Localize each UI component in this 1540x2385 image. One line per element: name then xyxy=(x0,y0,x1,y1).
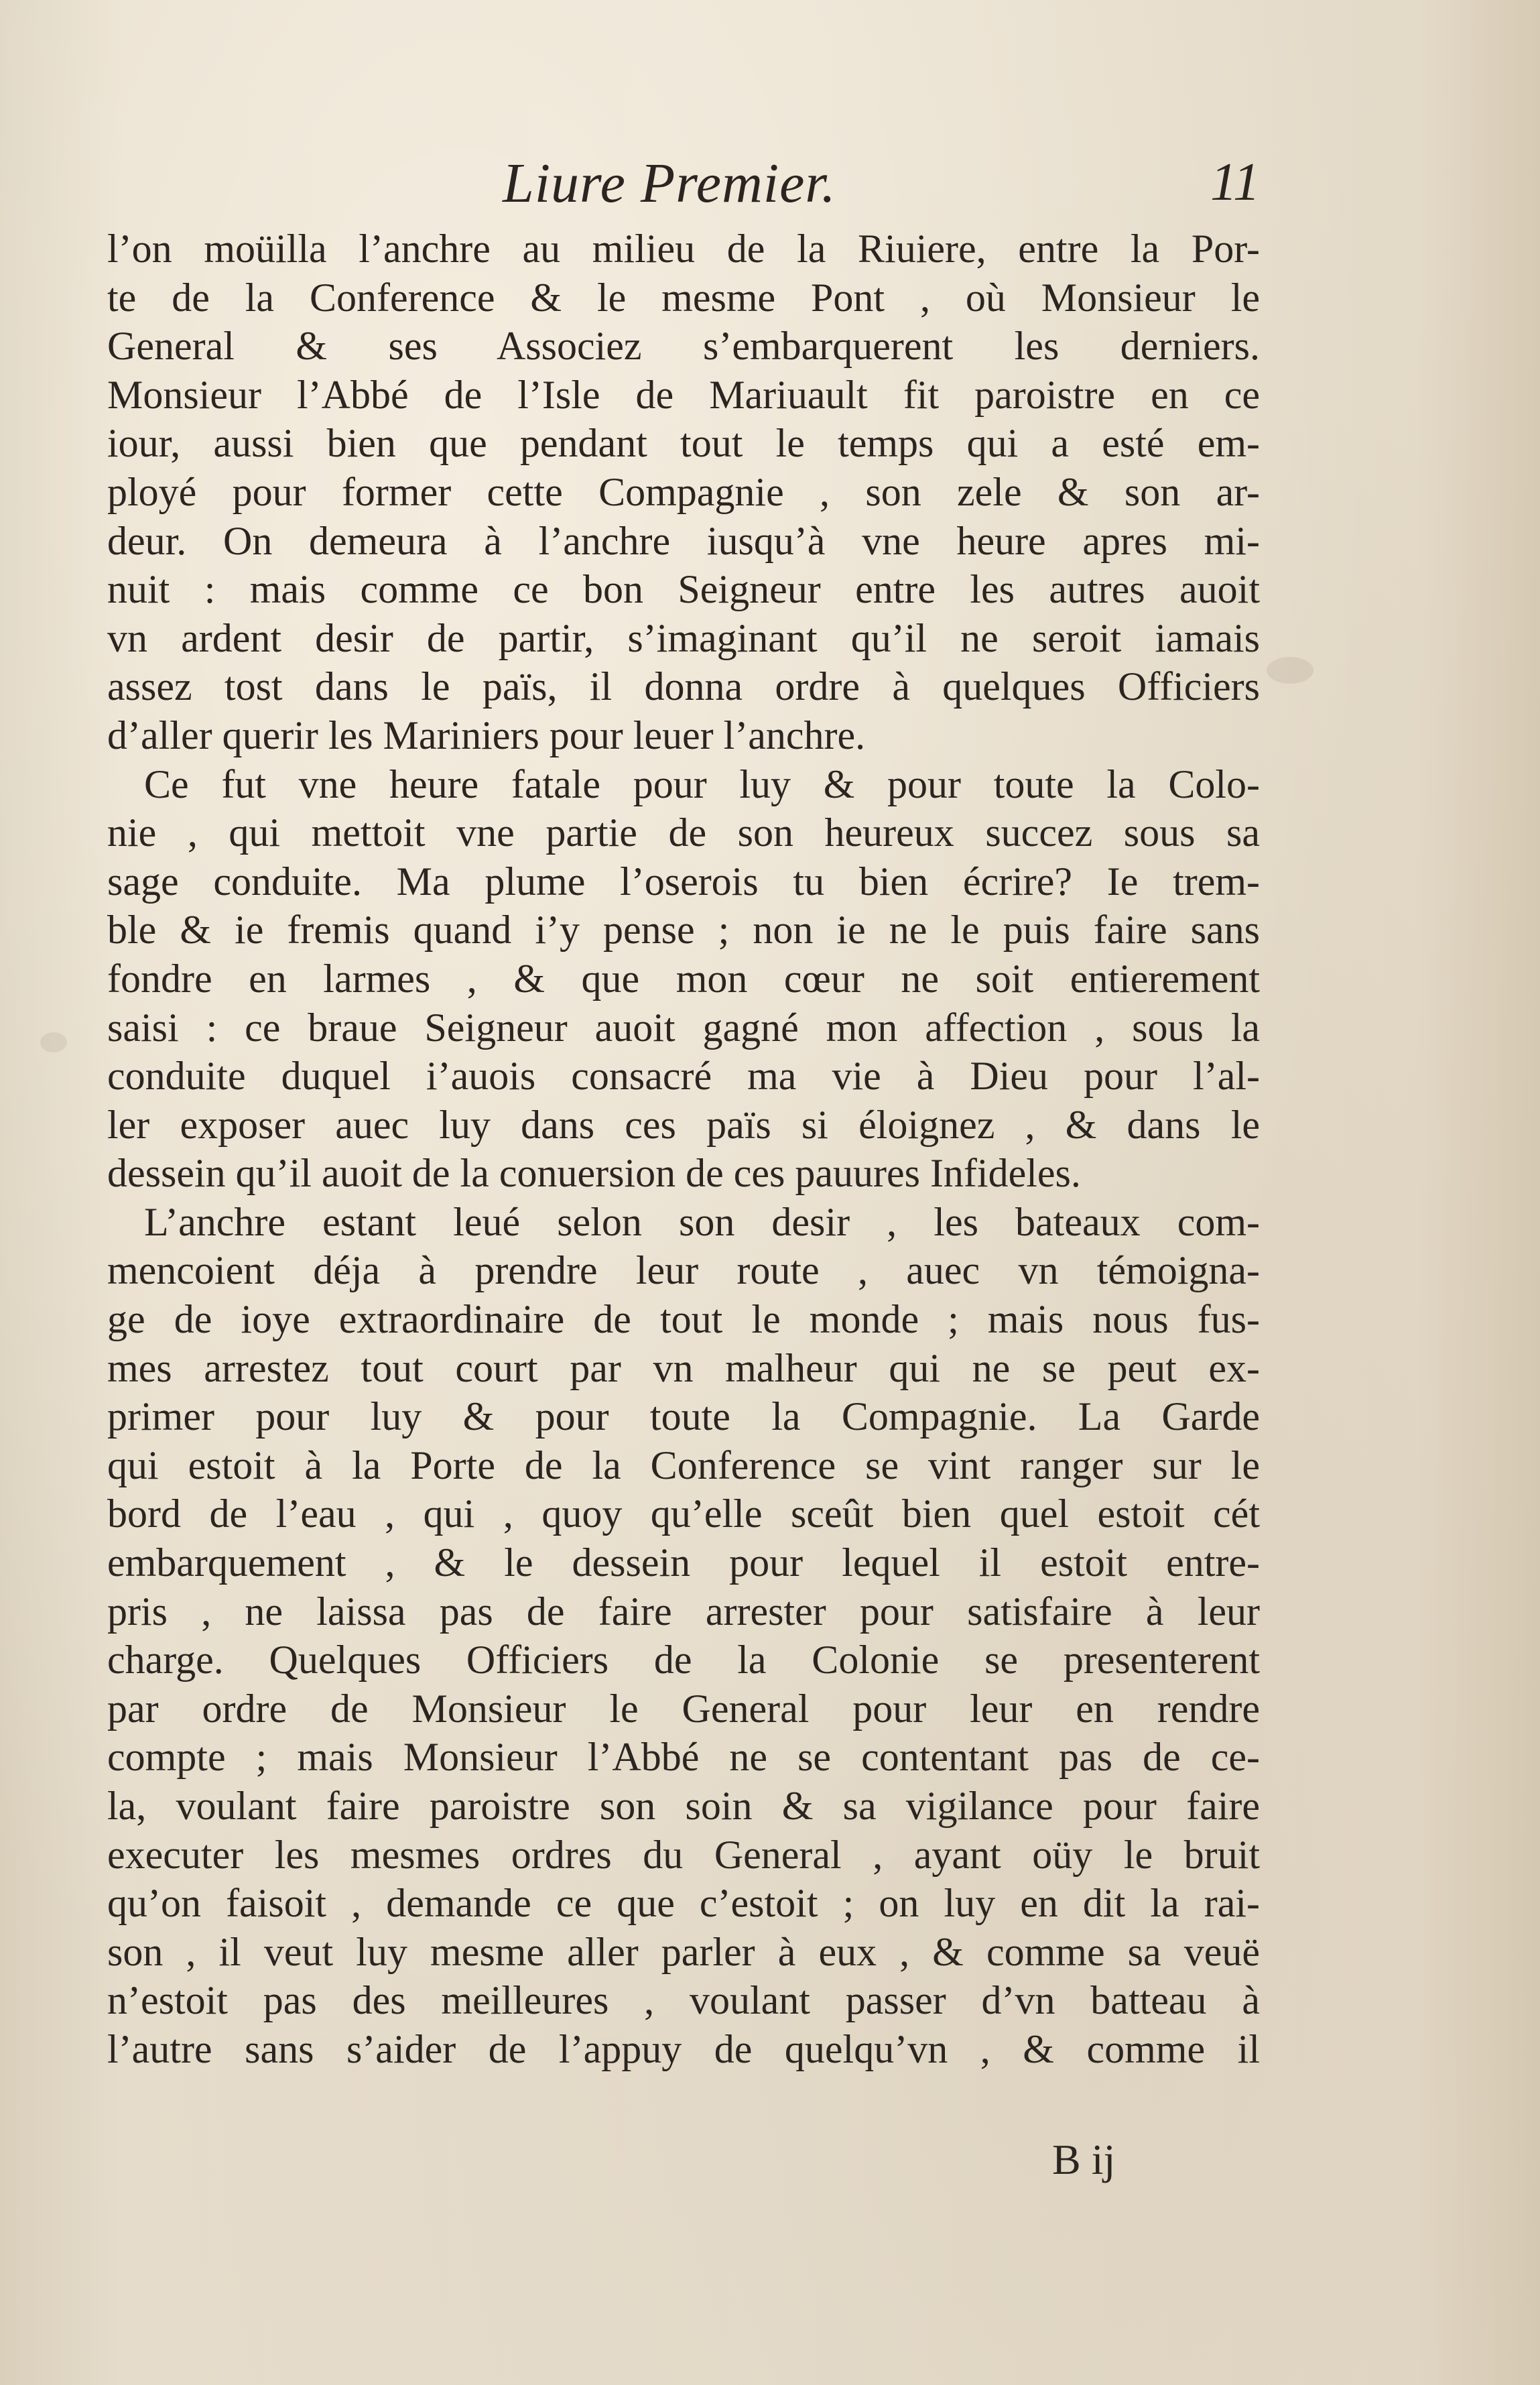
text-line: embarquement , & le dessein pour lequel il estoit entre- xyxy=(107,1540,1260,1585)
text-line: saisi : ce braue Seigneur auoit gagné mon affection , sous la xyxy=(107,1005,1260,1050)
text-line: iour, aussi bien que pendant tout le temps qui a esté em- xyxy=(107,421,1260,466)
text-line: te de la Conference & le mesme Pont , où Monsieur le xyxy=(107,275,1260,320)
text-line: ler exposer auec luy dans ces païs si éloignez , & dans le xyxy=(107,1102,1260,1147)
text-line: mes arrestez tout court par vn malheur qui ne se peut ex- xyxy=(107,1345,1260,1390)
text-line: mencoient déja à prendre leur route , auec vn témoigna- xyxy=(107,1248,1260,1293)
text-line: n’estoit pas des meilleures , voulant passer d’vn batteau à xyxy=(107,1978,1260,2023)
text-line: L’anchre estant leué selon son desir , les bateaux com- xyxy=(144,1199,1260,1244)
text-line: la, voulant faire paroistre son soin & sa vigilance pour faire xyxy=(107,1784,1260,1828)
text-line: nuit : mais comme ce bon Seigneur entre les autres auoit xyxy=(107,567,1260,612)
text-line: pris , ne laissa pas de faire arrester pour satisfaire à leur xyxy=(107,1589,1260,1634)
text-line: assez tost dans le païs, il donna ordre à quelques Officiers xyxy=(107,664,1260,709)
text-line: qui estoit à la Porte de la Conference se vint ranger sur le xyxy=(107,1443,1260,1487)
text-line: qu’on faisoit , demande ce que c’estoit ; on luy en dit la rai- xyxy=(107,1881,1260,1926)
text-line: conduite duquel i’auois consacré ma vie à Dieu pour l’al- xyxy=(107,1054,1260,1099)
text-line: deur. On demeura à l’anchre iusqu’à vne heure apres mi- xyxy=(107,518,1260,563)
text-line: Ce fut vne heure fatale pour luy & pour toute la Colo- xyxy=(144,761,1260,806)
running-title: Liure Premier. xyxy=(503,152,836,215)
text-line: charge. Quelques Officiers de la Colonie se presenterent xyxy=(107,1638,1260,1683)
text-line: l’on moüilla l’anchre au milieu de la Riuiere, entre la Por- xyxy=(107,227,1260,271)
page-number: 11 xyxy=(1210,153,1260,212)
text-line: Monsieur l’Abbé de l’Isle de Mariuault fit paroistre en ce xyxy=(107,372,1260,417)
text-line: sage conduite. Ma plume l’oserois tu bien écrire? Ie trem- xyxy=(107,859,1260,904)
text-line: l’autre sans s’aider de l’appuy de quelqu’vn , & comme il xyxy=(107,2026,1260,2071)
text-line: primer pour luy & pour toute la Compagnie. La Garde xyxy=(107,1394,1260,1439)
paper-stain xyxy=(1267,657,1313,684)
text-line: ge de ioye extraordinaire de tout le monde ; mais nous fus- xyxy=(107,1297,1260,1342)
body-text xyxy=(107,225,1260,2074)
signature-mark: B ij xyxy=(1052,2136,1116,2183)
text-line: ployé pour former cette Compagnie , son zele & son ar- xyxy=(107,469,1260,514)
text-line: nie , qui mettoit vne partie de son heureux succez sous sa xyxy=(107,810,1260,855)
paper-stain xyxy=(40,1032,67,1052)
text-line: vn ardent desir de partir, s’imaginant qu’il ne seroit iamais xyxy=(107,615,1260,660)
text-line: dessein qu’il auoit de la conuersion de ces pauures Infideles. xyxy=(107,1151,1081,1196)
text-line: fondre en larmes , & que mon cœur ne soit entierement xyxy=(107,956,1260,1001)
text-line: executer les mesmes ordres du General , ayant oüy le bruit xyxy=(107,1832,1260,1877)
page-header xyxy=(107,151,1260,218)
text-line: compte ; mais Monsieur l’Abbé ne se contentant pas de ce- xyxy=(107,1735,1260,1780)
text-line: General & ses Associez s’embarquerent les derniers. xyxy=(107,324,1260,369)
text-line: par ordre de Monsieur le General pour leur en rendre xyxy=(107,1686,1260,1731)
text-line: d’aller querir les Mariniers pour leuer l’anchre. xyxy=(107,713,866,757)
text-line: ble & ie fremis quand i’y pense ; non ie ne le puis faire sans xyxy=(107,908,1260,953)
text-line: son , il veut luy mesme aller parler à eux , & comme sa veuë xyxy=(107,1929,1260,1974)
text-line: bord de l’eau , qui , quoy qu’elle sceût bien quel estoit cét xyxy=(107,1491,1260,1536)
